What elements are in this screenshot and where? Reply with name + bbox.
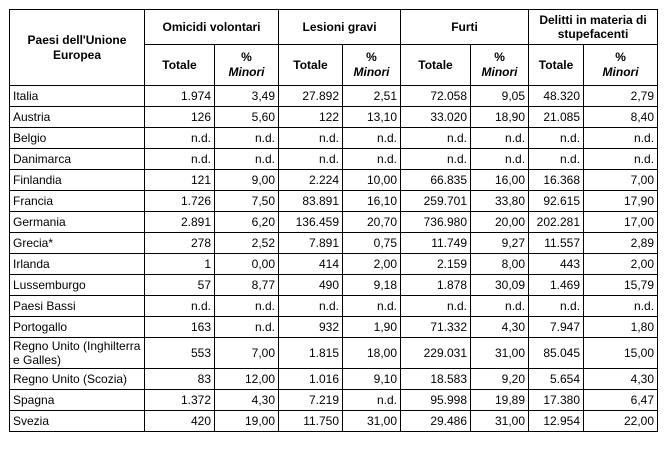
- value-cell: 7.891: [279, 233, 343, 254]
- value-cell: 163: [145, 317, 215, 338]
- value-cell: n.d.: [401, 149, 471, 170]
- value-cell: 9,27: [471, 233, 529, 254]
- value-cell: 2.891: [145, 212, 215, 233]
- table-row: [10, 338, 658, 369]
- country-cell: Belgio: [10, 128, 145, 149]
- value-cell: 9,18: [343, 275, 401, 296]
- value-cell: 12,00: [215, 369, 279, 390]
- value-cell: 57: [145, 275, 215, 296]
- value-cell: 19,89: [471, 390, 529, 411]
- value-cell: 443: [529, 254, 584, 275]
- value-cell: n.d.: [529, 149, 584, 170]
- value-cell: 932: [279, 317, 343, 338]
- country-cell: Portogallo: [10, 317, 145, 338]
- country-cell: Austria: [10, 107, 145, 128]
- value-cell: 7.947: [529, 317, 584, 338]
- value-cell: 13,10: [343, 107, 401, 128]
- value-cell: 20,00: [471, 212, 529, 233]
- country-cell: Danimarca: [10, 149, 145, 170]
- value-cell: 1,90: [343, 317, 401, 338]
- value-cell: 259.701: [401, 191, 471, 212]
- pct-symbol: %: [241, 50, 252, 64]
- country-cell: Paesi Bassi: [10, 296, 145, 317]
- value-cell: 2,00: [584, 254, 658, 275]
- pct-symbol: %: [366, 50, 377, 64]
- value-cell: 22,00: [584, 411, 658, 432]
- table-row: [10, 369, 658, 390]
- value-cell: n.d.: [215, 128, 279, 149]
- pct-symbol: %: [494, 50, 505, 64]
- value-cell: 18.583: [401, 369, 471, 390]
- value-cell: 21.085: [529, 107, 584, 128]
- value-cell: 7.219: [279, 390, 343, 411]
- subheader-pct-minors: [215, 45, 279, 86]
- value-cell: 27.892: [279, 86, 343, 107]
- value-cell: n.d.: [145, 128, 215, 149]
- value-cell: 4,30: [215, 390, 279, 411]
- value-cell: 126: [145, 107, 215, 128]
- value-cell: 490: [279, 275, 343, 296]
- value-cell: 2,52: [215, 233, 279, 254]
- country-column-header: Paesi dell'Unione Europea: [10, 10, 145, 86]
- value-cell: 16.368: [529, 170, 584, 191]
- value-cell: 202.281: [529, 212, 584, 233]
- value-cell: 4,30: [471, 317, 529, 338]
- value-cell: 2,89: [584, 233, 658, 254]
- value-cell: 11.750: [279, 411, 343, 432]
- value-cell: 1.469: [529, 275, 584, 296]
- value-cell: 3,49: [215, 86, 279, 107]
- value-cell: n.d.: [343, 390, 401, 411]
- value-cell: 6,47: [584, 390, 658, 411]
- table-row: [10, 317, 658, 338]
- table-row: [10, 86, 658, 107]
- country-cell: Lussemburgo: [10, 275, 145, 296]
- subheader-total: Totale: [145, 45, 215, 86]
- value-cell: n.d.: [529, 296, 584, 317]
- value-cell: 16,10: [343, 191, 401, 212]
- value-cell: 4,30: [584, 369, 658, 390]
- country-cell: Finlandia: [10, 170, 145, 191]
- value-cell: 9,00: [215, 170, 279, 191]
- table-body: [10, 86, 658, 432]
- pct-label: Minori: [353, 65, 390, 79]
- country-cell: Germania: [10, 212, 145, 233]
- value-cell: 9,20: [471, 369, 529, 390]
- country-cell: Francia: [10, 191, 145, 212]
- value-cell: 66.835: [401, 170, 471, 191]
- value-cell: n.d.: [215, 149, 279, 170]
- value-cell: n.d.: [584, 296, 658, 317]
- value-cell: n.d.: [215, 296, 279, 317]
- value-cell: 7,50: [215, 191, 279, 212]
- value-cell: 95.998: [401, 390, 471, 411]
- pct-label: Minori: [228, 65, 265, 79]
- value-cell: 2,79: [584, 86, 658, 107]
- group-header-stupefacenti: Delitti in materia di stupefacenti: [529, 10, 658, 45]
- value-cell: 85.045: [529, 338, 584, 369]
- value-cell: 17.380: [529, 390, 584, 411]
- value-cell: 31,00: [471, 411, 529, 432]
- value-cell: n.d.: [343, 128, 401, 149]
- group-header-furti: Furti: [401, 10, 529, 45]
- value-cell: n.d.: [401, 128, 471, 149]
- value-cell: 0,75: [343, 233, 401, 254]
- table-row: [10, 170, 658, 191]
- value-cell: 92.615: [529, 191, 584, 212]
- value-cell: 72.058: [401, 86, 471, 107]
- crime-statistics-table: [9, 9, 658, 432]
- value-cell: 2,00: [343, 254, 401, 275]
- value-cell: n.d.: [584, 128, 658, 149]
- value-cell: 15,79: [584, 275, 658, 296]
- value-cell: n.d.: [471, 128, 529, 149]
- value-cell: 2.224: [279, 170, 343, 191]
- value-cell: 1.726: [145, 191, 215, 212]
- value-cell: 2.159: [401, 254, 471, 275]
- value-cell: 736.980: [401, 212, 471, 233]
- value-cell: n.d.: [471, 296, 529, 317]
- value-cell: 10,00: [343, 170, 401, 191]
- country-cell: Irlanda: [10, 254, 145, 275]
- value-cell: n.d.: [279, 149, 343, 170]
- pct-label: Minori: [481, 65, 518, 79]
- table-row: [10, 233, 658, 254]
- value-cell: n.d.: [145, 296, 215, 317]
- value-cell: 33,80: [471, 191, 529, 212]
- value-cell: 20,70: [343, 212, 401, 233]
- value-cell: 553: [145, 338, 215, 369]
- value-cell: 18,00: [343, 338, 401, 369]
- value-cell: 1.016: [279, 369, 343, 390]
- pct-symbol: %: [615, 50, 626, 64]
- value-cell: 8,00: [471, 254, 529, 275]
- value-cell: 17,90: [584, 191, 658, 212]
- country-cell: Spagna: [10, 390, 145, 411]
- value-cell: 8,40: [584, 107, 658, 128]
- value-cell: 9,05: [471, 86, 529, 107]
- value-cell: n.d.: [401, 296, 471, 317]
- value-cell: 414: [279, 254, 343, 275]
- value-cell: 17,00: [584, 212, 658, 233]
- value-cell: 5.654: [529, 369, 584, 390]
- value-cell: 16,00: [471, 170, 529, 191]
- subheader-pct-minors: [584, 45, 658, 86]
- value-cell: 0,00: [215, 254, 279, 275]
- value-cell: 5,60: [215, 107, 279, 128]
- value-cell: 1.372: [145, 390, 215, 411]
- value-cell: 12.954: [529, 411, 584, 432]
- value-cell: n.d.: [343, 149, 401, 170]
- value-cell: 33.020: [401, 107, 471, 128]
- value-cell: 18,90: [471, 107, 529, 128]
- value-cell: 1.974: [145, 86, 215, 107]
- country-cell: Italia: [10, 86, 145, 107]
- subheader-total: Totale: [529, 45, 584, 86]
- value-cell: 1.878: [401, 275, 471, 296]
- value-cell: 1: [145, 254, 215, 275]
- country-cell: Regno Unito (Inghilterra e Galles): [10, 338, 145, 369]
- value-cell: 11.557: [529, 233, 584, 254]
- value-cell: 1.815: [279, 338, 343, 369]
- value-cell: 7,00: [584, 170, 658, 191]
- value-cell: 2,51: [343, 86, 401, 107]
- value-cell: n.d.: [279, 128, 343, 149]
- country-cell: Grecia*: [10, 233, 145, 254]
- subheader-pct-minors: [343, 45, 401, 86]
- country-cell: Svezia: [10, 411, 145, 432]
- table-row: [10, 212, 658, 233]
- value-cell: 11.749: [401, 233, 471, 254]
- value-cell: n.d.: [215, 317, 279, 338]
- value-cell: n.d.: [343, 296, 401, 317]
- value-cell: 278: [145, 233, 215, 254]
- value-cell: 229.031: [401, 338, 471, 369]
- value-cell: 48.320: [529, 86, 584, 107]
- table-row: [10, 296, 658, 317]
- table-row: [10, 191, 658, 212]
- value-cell: 1,80: [584, 317, 658, 338]
- header-row-groups: [10, 10, 658, 45]
- pct-label: Minori: [602, 65, 639, 79]
- value-cell: 136.459: [279, 212, 343, 233]
- value-cell: 121: [145, 170, 215, 191]
- subheader-pct-minors: [471, 45, 529, 86]
- table-row: [10, 275, 658, 296]
- value-cell: 83: [145, 369, 215, 390]
- subheader-total: Totale: [279, 45, 343, 86]
- table-row: [10, 411, 658, 432]
- value-cell: 31,00: [343, 411, 401, 432]
- group-header-lesioni: Lesioni gravi: [279, 10, 401, 45]
- value-cell: 9,10: [343, 369, 401, 390]
- value-cell: 31,00: [471, 338, 529, 369]
- value-cell: 8,77: [215, 275, 279, 296]
- table-row: [10, 107, 658, 128]
- value-cell: n.d.: [145, 149, 215, 170]
- value-cell: n.d.: [584, 149, 658, 170]
- value-cell: 7,00: [215, 338, 279, 369]
- subheader-total: Totale: [401, 45, 471, 86]
- country-cell: Regno Unito (Scozia): [10, 369, 145, 390]
- value-cell: 122: [279, 107, 343, 128]
- table-row: [10, 254, 658, 275]
- value-cell: 71.332: [401, 317, 471, 338]
- value-cell: 15,00: [584, 338, 658, 369]
- value-cell: 29.486: [401, 411, 471, 432]
- value-cell: n.d.: [471, 149, 529, 170]
- table-row: [10, 390, 658, 411]
- value-cell: n.d.: [279, 296, 343, 317]
- value-cell: 83.891: [279, 191, 343, 212]
- value-cell: 30,09: [471, 275, 529, 296]
- value-cell: 6,20: [215, 212, 279, 233]
- table-row: [10, 149, 658, 170]
- value-cell: 19,00: [215, 411, 279, 432]
- table-row: [10, 128, 658, 149]
- value-cell: 420: [145, 411, 215, 432]
- group-header-omicidi: Omicidi volontari: [145, 10, 279, 45]
- value-cell: n.d.: [529, 128, 584, 149]
